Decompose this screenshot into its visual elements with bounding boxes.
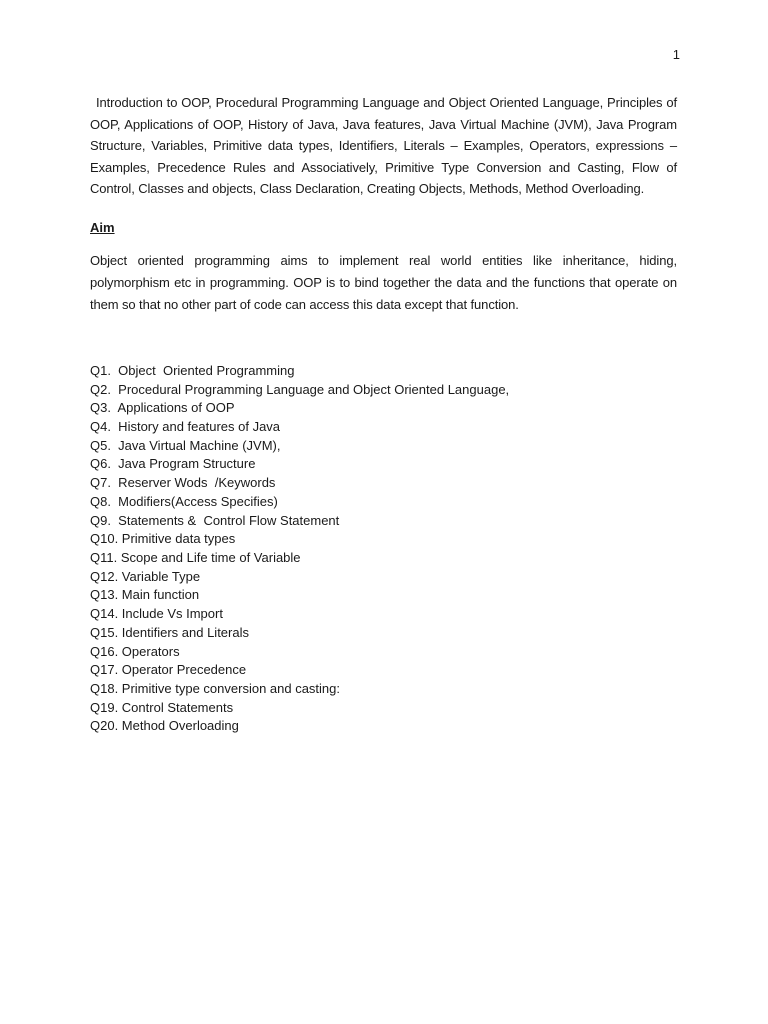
question-item: Q16. Operators (90, 643, 180, 659)
question-item: Q20. Method Overloading (90, 718, 239, 734)
question-item: Q18. Primitive type conversion and casting: (90, 680, 341, 696)
aim-paragraph: Object oriented programming aims to implement real world entities like inheritance, hiding, polymorphism etc in programming. OOP is to bind together the data and the functions that operate on them so that no other part of code can access this data except that function. (90, 252, 677, 312)
question-item: Q11. Scope and Life time of Variable (90, 550, 301, 565)
question-item: Q19. Control Statements (90, 699, 234, 715)
question-item: Q17. Operator Precedence (90, 662, 247, 678)
question-item: Q5. Java Virtual Machine (JVM), (90, 437, 281, 453)
question-item: Q6. Java Program Structure (90, 456, 256, 472)
question-item: Q2. Procedural Programming Language and Object Oriented Language, (90, 381, 510, 397)
question-item: Q12. Variable Type (90, 568, 201, 584)
question-item: Q10. Primitive data types (90, 531, 236, 547)
question-list (90, 362, 677, 736)
question-item: Q8. Modifiers(Access Specifies) (90, 493, 278, 509)
intro-paragraph: Introduction to OOP, Procedural Programming Language and Object Oriented Language, Principles of OOP, Applications of OOP, History of Java, Java features, Java Virtual Machine (JVM), Java Program Structure, Variables, Primitive data types, Identifiers, Literals – Examples, Operators, expressions – Examples, Precedence Rules and Associatively, Primitive Type Conversion and Casting, Flow of Control, Classes and objects, Class Declaration, Creating Objects, Methods, Method Overloading. (90, 95, 677, 197)
question-item: Q9. Statements & Control Flow Statement (90, 512, 340, 528)
question-item: Q1. Object Oriented Programming (90, 362, 295, 378)
aim-heading: Aim (90, 219, 115, 235)
question-item: Q13. Main function (90, 587, 200, 603)
question-item: Q7. Reserver Wods /Keywords (90, 475, 276, 491)
question-item: Q4. History and features of Java (90, 419, 281, 435)
question-item: Q15. Identifiers and Literals (90, 624, 249, 640)
question-item: Q14. Include Vs Import (90, 606, 223, 622)
question-item: Q3. Applications of OOP (90, 400, 235, 416)
page-number: 1 (672, 47, 680, 62)
page-content (90, 92, 677, 736)
